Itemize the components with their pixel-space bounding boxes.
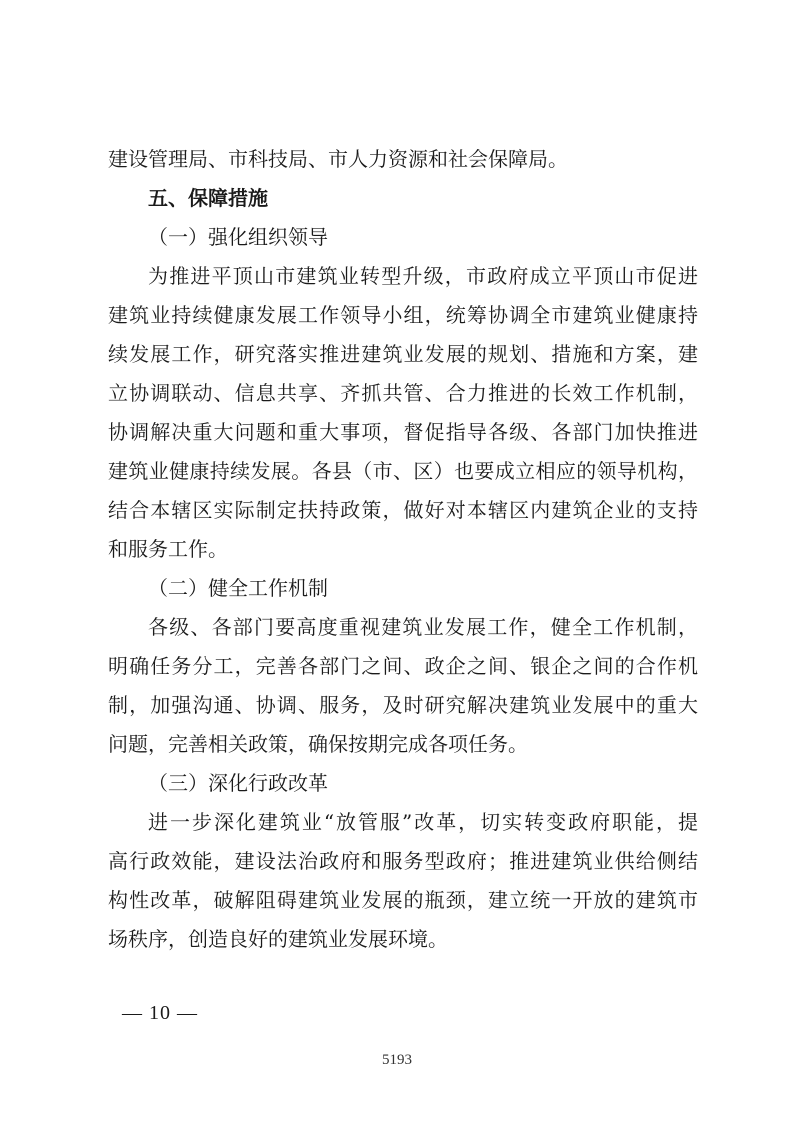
paragraph-line: 高行政效能，建设法治政府和服务型政府；推进建筑业供给侧结 bbox=[108, 849, 698, 873]
paragraph-line: 续发展工作，研究落实推进建筑业发展的规划、措施和方案，建 bbox=[108, 342, 698, 366]
paragraph-line: 构性改革，破解阻碍建筑业发展的瓶颈，建立统一开放的建筑市 bbox=[108, 888, 698, 912]
paragraph-line: 和服务工作。 bbox=[108, 537, 228, 561]
section-heading: 五、保障措施 bbox=[148, 186, 268, 210]
paragraph-line: 制，加强沟通、协调、服务，及时研究解决建筑业发展中的重大 bbox=[108, 693, 698, 717]
document-body bbox=[108, 140, 698, 959]
paragraph-line: 立协调联动、信息共享、齐抓共管、合力推进的长效工作机制， bbox=[108, 381, 698, 405]
subsection-heading: （一）强化组织领导 bbox=[148, 225, 328, 249]
paragraph-line: 明确任务分工，完善各部门之间、政企之间、银企之间的合作机 bbox=[108, 654, 698, 678]
footer-code: 5193 bbox=[382, 1052, 412, 1068]
paragraph-line: 各级、各部门要高度重视建筑业发展工作，健全工作机制， bbox=[148, 615, 698, 639]
paragraph-line: 为推进平顶山市建筑业转型升级，市政府成立平顶山市促进 bbox=[148, 264, 698, 288]
paragraph-line: 建筑业持续健康发展工作领导小组，统筹协调全市建筑业健康持 bbox=[108, 303, 698, 327]
paragraph-line: 问题，完善相关政策，确保按期完成各项任务。 bbox=[108, 732, 528, 756]
subsection-heading: （三）深化行政改革 bbox=[148, 771, 328, 795]
page-number: — 10 — bbox=[122, 1002, 198, 1024]
paragraph-line: 进一步深化建筑业“放管服”改革，切实转变政府职能，提 bbox=[148, 810, 698, 834]
paragraph-line: 场秩序，创造良好的建筑业发展环境。 bbox=[108, 927, 448, 951]
paragraph-continuation: 建设管理局、市科技局、市人力资源和社会保障局。 bbox=[108, 147, 568, 171]
paragraph-line: 协调解决重大问题和重大事项，督促指导各级、各部门加快推进 bbox=[108, 420, 698, 444]
subsection-heading: （二）健全工作机制 bbox=[148, 576, 328, 600]
paragraph-line: 建筑业健康持续发展。各县（市、区）也要成立相应的领导机构， bbox=[108, 459, 698, 483]
paragraph-line: 结合本辖区实际制定扶持政策，做好对本辖区内建筑企业的支持 bbox=[108, 498, 698, 522]
